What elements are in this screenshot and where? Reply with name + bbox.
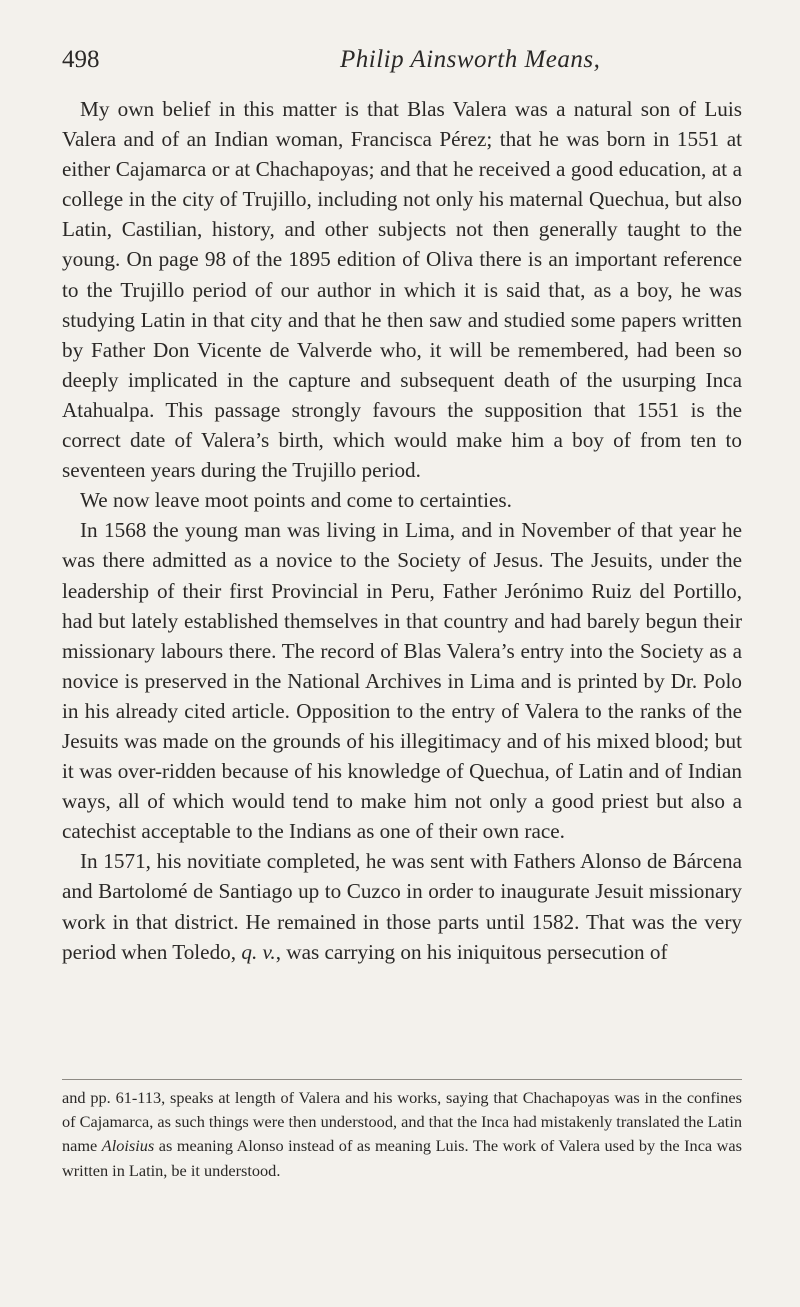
footnote-rule [62, 1079, 742, 1080]
paragraph-4-text-start: In 1571, his novitiate completed, he was sent with Fathers Alonso de Bárcena and Bartolomé de Santiago up to Cuzco in order to inaugurate Jesuit missionary work in that district. He remained in those parts until 1582. That was the very period when Toledo, [62, 849, 742, 964]
page-number: 498 [62, 46, 100, 73]
footnote-text [62, 1086, 742, 1183]
paragraph-4-italic: q. v. [241, 939, 276, 964]
paragraph-2: We now leave moot points and come to certainties. [80, 488, 512, 513]
footnote-italic: Aloisius [101, 1136, 155, 1156]
running-head [62, 46, 742, 86]
paragraph-1: My own belief in this matter is that Blas Valera was a natural son of Luis Valera and of an Indian woman, Francisca Pérez; that he was born in 1551 at either Cajamarca or at Chachapoyas; and that he received a good education, at a college in the city of Trujillo, including not only his maternal Quechua, but also Latin, Castilian, history, and other subjects not then generally taught to the young. On page 98 of the 1895 edition of Oliva there is an important reference to the Trujillo period of our author in which it is said that, as a boy, he was studying Latin in that city and that he then saw and studied some papers written by Father Don Vicente de Valverde who, it will be remembered, had been so deeply implicated in the capture and subsequent death of the usurping Inca Atahualpa. This passage strongly favours the supposition that 1551 is the correct date of Valera’s birth, which would make him a boy of from ten to seventeen years during the Trujillo period. [62, 97, 742, 483]
footnote [62, 1086, 742, 1183]
footnote-text-start: and pp. 61-113, speaks at length of Valera and his works, saying that Chachapoyas was in the confines of Cajamarca, as such things were then understood, and that the Inca had mistakenly translated the Latin name [62, 1088, 742, 1156]
paragraph-4 [62, 846, 742, 966]
footnote-text-end: as meaning Alonso instead of as meaning Luis. The work of Valera used by the Inca was written in Latin, be it understood. [62, 1136, 742, 1180]
paragraph-4-text-end: , was carrying on his iniquitous persecution of [275, 939, 668, 964]
paragraph-3: In 1568 the young man was living in Lima, and in November of that year he was there admitted as a novice to the Society of Jesus. The Jesuits, under the leadership of their first Provincial in Peru, Father Jerónimo Ruiz del Portillo, had but lately established themselves in that country and had barely begun their missionary labours there. The record of Blas Valera’s entry into the Society as a novice is preserved in the National Archives in Lima and is printed by Dr. Polo in his already cited article. Opposition to the entry of Valera to the ranks of the Jesuits was made on the grounds of his illegitimacy and of his mixed blood; but it was over-ridden because of his knowledge of Quechua, of Latin and of Indian ways, all of which would tend to make him not only a good priest but also a catechist acceptable to the Indians as one of their own race. [62, 518, 742, 844]
body-text [62, 94, 742, 967]
running-title: Philip Ainsworth Means, [340, 46, 601, 73]
